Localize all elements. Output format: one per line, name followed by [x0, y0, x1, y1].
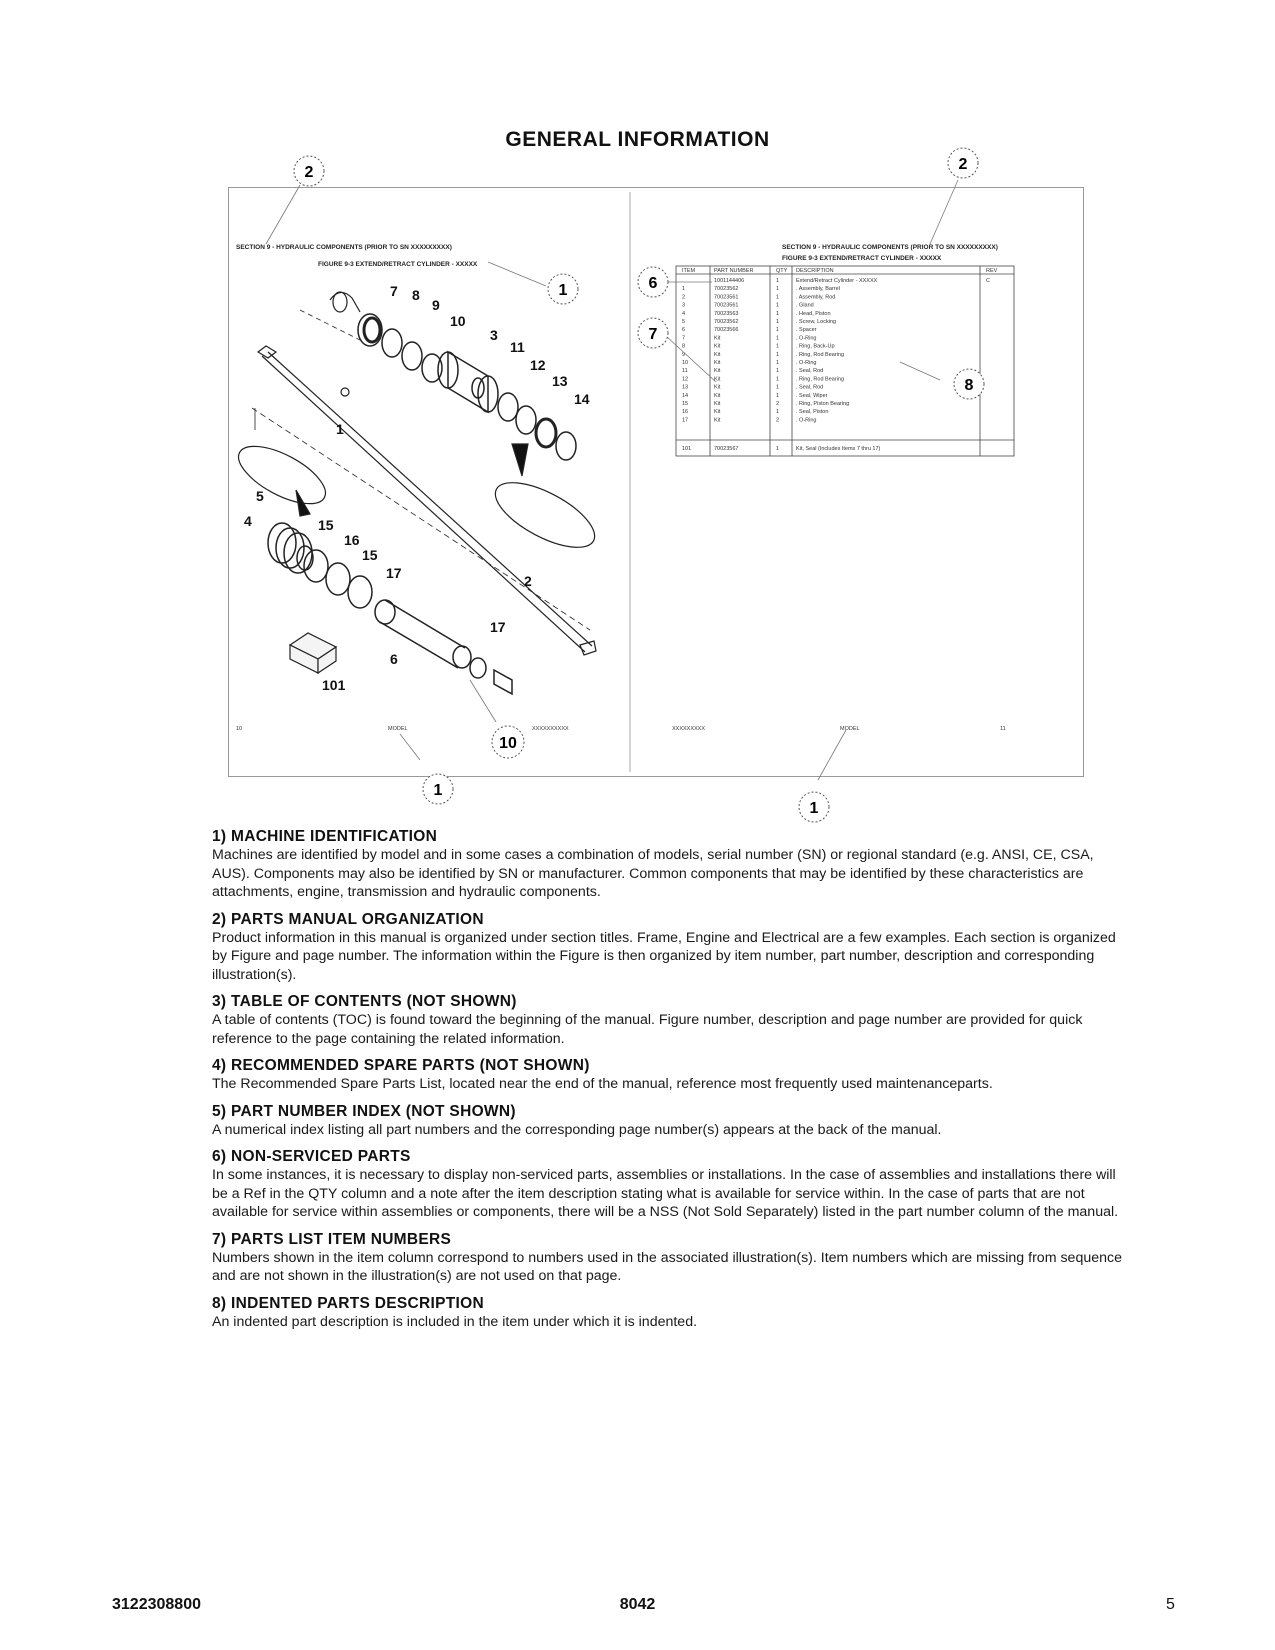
- table-cell: 13: [682, 384, 689, 391]
- info-section: [212, 1103, 1132, 1140]
- info-section: [212, 1231, 1132, 1286]
- table-cell: 70023561: [714, 294, 739, 301]
- item-number: 11: [510, 339, 525, 355]
- table-cell: Kit: [714, 417, 721, 424]
- section-heading: 4) RECOMMENDED SPARE PARTS (NOT SHOWN): [212, 1057, 590, 1074]
- item-number: 17: [386, 565, 402, 581]
- section-heading: 5) PART NUMBER INDEX (NOT SHOWN): [212, 1102, 516, 1120]
- table-cell: Kit: [714, 343, 721, 350]
- item-number: 8: [412, 287, 420, 303]
- item-number: 15: [318, 517, 334, 533]
- table-header-cell: QTY: [776, 268, 788, 274]
- info-sections: [212, 828, 1132, 1340]
- table-cell: . Ring, Piston Bearing: [796, 401, 850, 407]
- table-cell: . Screw, Locking: [796, 319, 837, 325]
- table-header-cell: REV: [986, 268, 998, 274]
- table-cell: 70023562: [714, 319, 739, 325]
- info-section: [212, 993, 1132, 1048]
- svg-text:1: 1: [558, 282, 568, 299]
- callout-badge: [423, 774, 453, 804]
- item-number: 6: [390, 651, 398, 667]
- table-cell: . Seal, Piston: [796, 409, 829, 416]
- callout-badge: [548, 274, 578, 304]
- table-cell: 3: [682, 302, 686, 309]
- table-cell: 1: [776, 343, 780, 350]
- callout-badge: [638, 318, 668, 348]
- table-cell: 2: [776, 401, 780, 407]
- table-cell: . Gland: [796, 302, 814, 309]
- table-cell: 1: [776, 278, 780, 284]
- section-heading: 6) NON-SERVICED PARTS: [212, 1148, 411, 1165]
- table-cell: Kit: [714, 335, 721, 342]
- table-cell: 9: [682, 351, 686, 358]
- table-cell: 17: [682, 417, 689, 424]
- table-cell: 70023566: [714, 327, 739, 334]
- table-cell: Kit, Seal (Includes Items 7 thru 17): [796, 446, 881, 452]
- table-cell: 70023561: [714, 302, 739, 309]
- right-footer-code: XXXXXXXXX: [672, 726, 706, 732]
- table-cell: Kit: [714, 401, 721, 407]
- table-cell: 4: [682, 310, 686, 317]
- cylinder-rod-drawing: [252, 346, 596, 655]
- callout-badge: [492, 726, 524, 758]
- info-section: [212, 1295, 1132, 1332]
- table-cell: 11: [682, 368, 688, 375]
- footer-model-number: 8042: [619, 1596, 656, 1613]
- section-body: A numerical index listing all part numbers and the corresponding page number(s) appears at the back of the manual.: [212, 1121, 942, 1138]
- item-number: 12: [530, 357, 546, 373]
- item-number: 10: [450, 313, 466, 329]
- section-body: Numbers shown in the item column correspond to numbers used in the associated illustration(s). Item numbers which are missing from sequence and are not shown in the illustration(s) are not used on that page.: [212, 1249, 1122, 1284]
- left-figure-title: FIGURE 9-3 EXTEND/RETRACT CYLINDER - XXXXX: [318, 261, 478, 268]
- item-number: 1: [336, 421, 344, 437]
- table-cell: Kit: [714, 392, 721, 399]
- table-cell: C: [986, 278, 990, 284]
- table-cell: 1: [776, 351, 780, 358]
- table-header-cell: DESCRIPTION: [796, 268, 834, 274]
- table-cell: . O-Ring: [796, 417, 817, 424]
- table-cell: 6: [682, 327, 686, 334]
- seal-kit-box: [290, 633, 336, 673]
- item-number: 5: [256, 488, 264, 504]
- table-cell: Kit: [714, 360, 721, 366]
- table-cell: . Spacer: [796, 327, 817, 334]
- table-cell: 1001144406: [714, 278, 745, 284]
- table-cell: . O-Ring: [796, 335, 817, 342]
- table-cell: . Ring, Rod Bearing: [796, 351, 844, 358]
- table-cell: Kit: [714, 368, 721, 375]
- table-cell: 1: [776, 327, 780, 334]
- table-cell: Kit: [714, 351, 721, 358]
- table-cell: 1: [776, 294, 780, 301]
- item-number: 3: [490, 327, 498, 343]
- section-body: An indented part description is included in the item under which it is indented.: [212, 1313, 698, 1330]
- table-cell: 1: [776, 392, 780, 399]
- right-figure-title: FIGURE 9-3 EXTEND/RETRACT CYLINDER - XXXXX: [782, 255, 942, 262]
- table-cell: . Assembly, Rod: [796, 294, 836, 301]
- table-cell: 101: [682, 446, 692, 452]
- item-number: 9: [432, 297, 440, 313]
- footer-manual-number: 3122308800: [112, 1596, 201, 1613]
- table-cell: 12: [682, 376, 689, 383]
- info-section: [212, 1057, 1132, 1094]
- table-cell: . Head, Piston: [796, 310, 831, 317]
- table-cell: 1: [776, 446, 780, 452]
- page-title: GENERAL INFORMATION: [505, 128, 770, 151]
- svg-text:2: 2: [958, 156, 968, 173]
- table-cell: 8: [682, 343, 686, 350]
- table-cell: 2: [776, 417, 780, 424]
- upper-seal-rings: [358, 314, 576, 460]
- section-body: Machines are identified by model and in some cases a combination of models, serial number (SN) or regional standard (e.g. ANSI, CE, CSA, AUS). Components may also be identified by SN or manufacturer. Common components that may be identified by these characteristics are attachments, engine, transmission and hydraulic components.: [212, 847, 1094, 900]
- table-cell: 1: [776, 409, 780, 416]
- section-heading: 1) MACHINE IDENTIFICATION: [212, 828, 438, 845]
- left-footer-model: MODEL: [388, 726, 408, 732]
- table-cell: 70023567: [714, 446, 739, 452]
- footer-page-number: 5: [1166, 1596, 1175, 1613]
- left-section-header: SECTION 9 - HYDRAULIC COMPONENTS (PRIOR TO SN XXXXXXXXX): [236, 244, 452, 251]
- table-cell: . Seal, Rod: [796, 384, 824, 391]
- svg-text:10: 10: [499, 735, 517, 752]
- item-number: 101: [322, 677, 346, 693]
- left-footer-page: 10: [236, 726, 243, 732]
- item-number: 4: [244, 513, 252, 529]
- table-cell: Extend/Retract Cylinder - XXXXX: [796, 278, 878, 284]
- svg-text:6: 6: [648, 275, 658, 292]
- table-cell: 7: [682, 335, 686, 342]
- table-cell: 1: [776, 376, 780, 383]
- svg-text:1: 1: [433, 782, 443, 799]
- item-number: 2: [524, 573, 532, 589]
- right-footer-page: 11: [1000, 726, 1006, 732]
- table-cell: 70023562: [714, 286, 739, 293]
- right-footer-model: MODEL: [840, 726, 860, 732]
- info-section: [212, 911, 1132, 985]
- info-section: [212, 1148, 1132, 1222]
- right-section-header: SECTION 9 - HYDRAULIC COMPONENTS (PRIOR TO SN XXXXXXXXX): [782, 244, 998, 251]
- table-cell: Kit: [714, 376, 721, 383]
- section-heading: 3) TABLE OF CONTENTS (NOT SHOWN): [212, 993, 517, 1010]
- table-cell: 5: [682, 319, 686, 325]
- callout-badge: [948, 148, 978, 178]
- table-cell: 1: [776, 368, 780, 375]
- item-number: 17: [490, 619, 506, 635]
- svg-text:7: 7: [648, 326, 658, 343]
- svg-text:1: 1: [809, 800, 819, 817]
- table-cell: . Assembly, Barrel: [796, 286, 840, 293]
- table-cell: 2: [682, 294, 686, 301]
- parts-table-text: [682, 268, 998, 452]
- table-cell: 1: [776, 360, 780, 366]
- table-cell: . Ring, Rod Bearing: [796, 376, 844, 383]
- item-number: 15: [362, 547, 378, 563]
- item-number: 16: [344, 532, 360, 548]
- left-footer-code: XXXXXXXXXX: [532, 726, 569, 732]
- section-heading: 2) PARTS MANUAL ORGANIZATION: [212, 910, 484, 928]
- callout-badge: [954, 369, 984, 399]
- table-cell: 1: [776, 384, 780, 391]
- piston-and-lower-rings: [268, 523, 512, 694]
- info-section: [212, 828, 1132, 902]
- callout-badge: [294, 156, 324, 186]
- table-cell: Kit: [714, 409, 721, 416]
- table-cell: 15: [682, 401, 689, 407]
- table-cell: 1: [776, 335, 780, 342]
- table-cell: 16: [682, 409, 689, 416]
- table-cell: 10: [682, 360, 689, 366]
- table-cell: 1: [776, 319, 780, 325]
- section-body: A table of contents (TOC) is found toward the beginning of the manual. Figure number, description and page number are provided for quick reference to the page containing the related information.: [212, 1012, 1083, 1047]
- table-header-cell: ITEM: [682, 268, 696, 274]
- table-cell: 1: [776, 302, 780, 309]
- section-body: The Recommended Spare Parts List, located near the end of the manual, reference most frequently used maintenanceparts.: [212, 1076, 993, 1092]
- section-body: In some instances, it is necessary to display non-serviced parts, assemblies or installations. In the case of assemblies and installations there will be a Ref in the QTY column and a note after the item description stating what is available for service within. In the case of parts that are not available for service within assemblies or components, there will be a NSS (Not Sold Separately) listed in the part number column of the manual.: [212, 1167, 1119, 1220]
- table-cell: . O-Ring: [796, 360, 817, 366]
- callout-badge: [638, 267, 668, 297]
- section-heading: 7) PARTS LIST ITEM NUMBERS: [212, 1230, 452, 1248]
- svg-text:8: 8: [964, 377, 974, 394]
- table-cell: 14: [682, 392, 689, 399]
- table-cell: 70023563: [714, 310, 739, 317]
- item-number: 13: [552, 373, 568, 389]
- item-number: 14: [574, 391, 590, 407]
- table-cell: 1: [682, 286, 686, 293]
- table-header-cell: PART NUMBER: [714, 268, 754, 274]
- table-cell: . Seal, Wiper: [796, 392, 828, 399]
- callout-leaders: [266, 180, 958, 780]
- table-cell: . Ring, Back-Up: [796, 343, 835, 350]
- section-heading: 8) INDENTED PARTS DESCRIPTION: [212, 1294, 484, 1312]
- callout-badge: [799, 792, 829, 822]
- barrel-top-drawing: [300, 292, 360, 340]
- section-body: Product information in this manual is organized under section titles. Frame, Engine and Electrical are a few examples. Each section is organized by Figure and page number. The information within the Figure is then organized by item number, part number, description and corresponding illustration(s).: [212, 929, 1116, 983]
- item-number: 7: [390, 283, 398, 299]
- table-cell: . Seal, Rod: [796, 368, 824, 375]
- svg-text:2: 2: [304, 164, 314, 181]
- table-cell: Kit: [714, 384, 721, 391]
- table-cell: 1: [776, 310, 780, 317]
- table-cell: 1: [776, 286, 780, 293]
